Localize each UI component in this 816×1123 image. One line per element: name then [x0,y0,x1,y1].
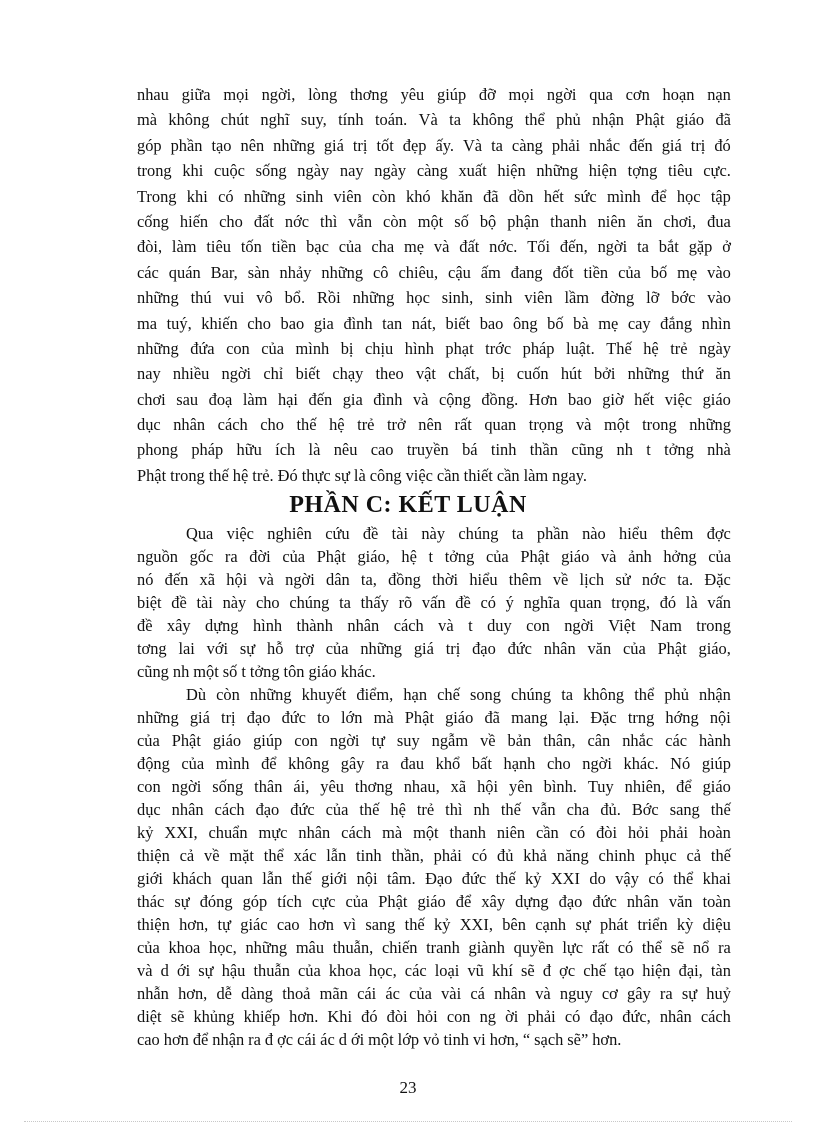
text-line: diệt sẽ khủng khiếp hơn. Khi đó đòi hỏi con ng ời phải có đạo đức, nhân cách [137,1007,731,1026]
text-line: đề xây dựng hình thành nhân cách và t duy con ngời Việt Nam trong [137,616,731,635]
page-bottom-rule [24,1121,792,1122]
text-line: Dù còn những khuyết điểm, hạn chế song chúng ta không thể phủ nhận [186,685,731,704]
text-line: nguồn gốc ra đời của Phật giáo, hệ t tởng của Phật giáo và ảnh hởng của [137,547,731,566]
text-line: thiện hơn, tự giác cao hơn vì sang thế kỷ XXI, bên cạnh sự phát triển kỳ diệu [137,915,731,934]
text-line: trong khi cuộc sống ngày nay ngày càng xuất hiện những hiện tợng tiêu cực. [137,161,731,181]
text-line: góp phần tạo nên những giá trị tốt đẹp ấy. Và ta càng phải nhắc đến giá trị đó [137,135,731,155]
text-line: giới khách quan lẫn thế giới nội tâm. Đạo đức thế kỷ XXI do vậy có thể khai [137,869,731,888]
text-line: nó đến xã hội và ngời dân ta, đồng thời hiểu thêm về lịch sử nớc ta. Đặc [137,570,731,589]
text-line: và d ới sự hậu thuẫn của khoa học, các loại vũ khí sẽ đ ợc chế tạo hiện đại, tàn [137,961,731,980]
text-line: nay nhiều ngời chỉ biết chạy theo vật chất, bị cuốn hút bởi những thứ ăn [137,364,731,384]
text-line: những đứa con của mình bị chịu hình phạt trớc pháp luật. Thế hệ trẻ ngày [137,338,731,358]
text-line: thác sự đóng góp tích cực của Phật giáo để xây dựng đạo đức nhân văn toàn [137,892,731,911]
text-line: cũng nh một số t tởng tôn giáo khác. [137,662,376,681]
text-line: Trong khi có những sinh viên còn khó khăn đã dồn hết sức mình để học tập [137,186,731,206]
text-line: cống hiến cho đất nớc thì vẫn còn một số bộ phận thanh niên ăn chơi, đua [137,211,731,231]
text-line: kỷ XXI, chuẩn mực nhân cách mà một thanh niên cần có đòi hỏi phải hoàn [137,823,731,842]
text-line: phong pháp hữu ích là nêu cao truyền bá tinh thần cũng nh t tởng nhà [137,440,731,460]
text-line: ma tuý, khiến cho bao gia đình tan nát, biết bao ông bố bà mẹ cay đắng nhìn [137,313,731,333]
text-line: chơi sau đoạ làm hại đến gia đình và cộng đồng. Hơn bao giờ hết việc giáo [137,389,731,409]
text-line: của khoa học, những mâu thuẫn, chiến tranh giành quyền lực rất có thể sẽ nổ ra [137,938,731,957]
text-line: những giá trị đạo đức to lớn mà Phật giáo đã mang lại. Đặc trng hớng nội [137,708,731,727]
text-line: những thú vui vô bổ. Rồi những học sinh, sinh viên lầm đờng lỡ bớc vào [137,288,731,308]
text-line: của Phật giáo giúp con ngời tự suy ngẫm về bản thân, cân nhắc các hành [137,731,731,750]
text-line: dục nhân cách đạo đức của thế hệ trẻ thì nh thế vẫn cha đủ. Bớc sang thế [137,800,731,819]
text-line: nhẫn hơn, dễ dàng thoả mãn cái ác của vài cá nhân và nguy cơ gây ra sự huỷ [137,984,731,1003]
text-line: thiện cả về mặt thể xác lẫn tinh thần, phải có đủ khả năng chinh phục cả thế [137,846,731,865]
text-line: nhau giữa mọi ngời, lòng thơng yêu giúp đỡ mọi ngời qua cơn hoạn nạn [137,85,731,104]
text-line: Phật trong thế hệ trẻ. Đó thực sự là công việc cần thiết cần làm ngay. [137,465,588,485]
text-line: tơng lai với sự hỗ trợ của những giá trị đạo đức nhân văn của Phật giáo, [137,639,731,658]
text-line: dục nhân cách cho thế hệ trẻ trở nên rất quan trọng và một trong những [137,415,731,435]
text-line: mà không chút nghĩ suy, tính toán. Và ta không thể phủ nhận Phật giáo đã [137,110,731,130]
text-line: đòi, làm tiêu tốn tiền bạc của cha mẹ và đất nớc. Tối đến, ngời ta bắt gặp ở [137,237,731,257]
text-line: Qua việc nghiên cứu đề tài này chúng ta phần nào hiểu thêm đợc [186,524,731,543]
section-heading: PHẦN C: KẾT LUẬN [289,492,527,518]
text-line: cao hơn để nhận ra đ ợc cái ác d ới một lớp vỏ tinh vi hơn, “ sạch sẽ” hơn. [137,1030,622,1049]
paragraph-continued [137,82,731,488]
paragraph-conclusion-2 [137,683,731,1051]
text-line: biệt đề tài này cho chúng ta thấy rõ vấn đề có ý nghĩa quan trọng, đó là vấn [137,593,731,612]
paragraph-conclusion-1 [137,522,731,683]
text-line: động của mình để không gây ra đau khổ bất hạnh cho ngời khác. Nó giúp [137,754,731,773]
text-line: các quán Bar, sàn nhảy những cô chiêu, cậu ấm đang đốt tiền của bố mẹ vào [137,262,731,282]
page-number: 23 [399,1078,417,1097]
text-line: con ngời sống thân ái, yêu thơng nhau, xã hội yên bình. Tuy nhiên, để giáo [137,777,731,796]
